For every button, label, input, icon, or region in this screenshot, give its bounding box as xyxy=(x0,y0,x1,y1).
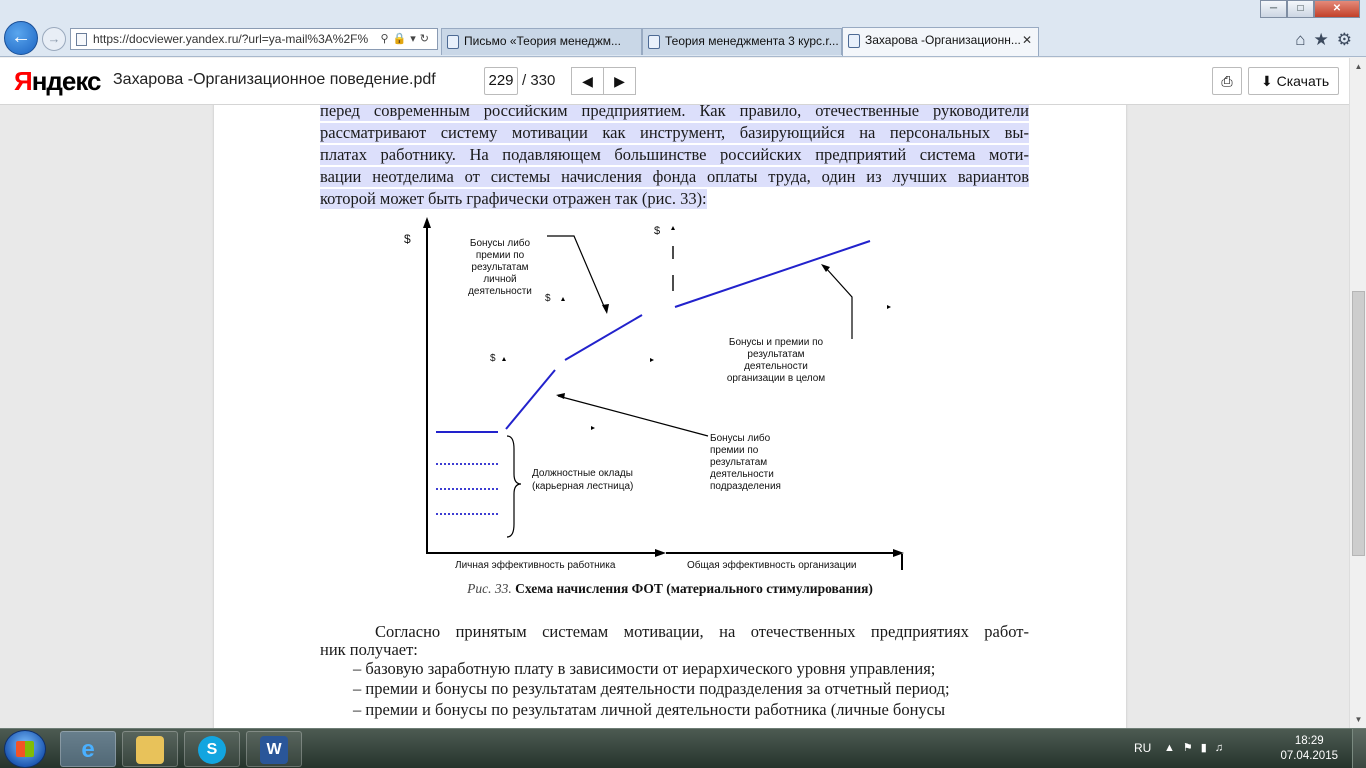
forward-button[interactable] xyxy=(42,27,66,51)
svg-text:результатам: результатам xyxy=(471,262,529,273)
print-button[interactable] xyxy=(1212,67,1242,95)
close-icon[interactable]: ✕ xyxy=(1021,33,1032,47)
svg-text:(карьерная лестница): (карьерная лестница) xyxy=(532,481,634,492)
tab-page-icon xyxy=(447,35,459,49)
marker-triangle xyxy=(502,357,506,361)
logo-first-letter: Я xyxy=(14,66,32,96)
minimize-button[interactable]: ─ xyxy=(1260,0,1287,18)
personal-bonus-line xyxy=(565,315,642,360)
tab-label: Захарова -Организационн... xyxy=(865,33,1021,47)
document-title: Захарова -Организационное поведение.pdf xyxy=(113,71,436,88)
tab-label: Теория менеджмента 3 курс.r... xyxy=(665,34,839,48)
yandex-logo[interactable] xyxy=(14,66,101,97)
pointer-unit xyxy=(558,396,708,436)
currency-mark: $ xyxy=(654,225,661,237)
currency-mark: $ xyxy=(490,353,496,364)
network-icon[interactable]: ▮ xyxy=(1200,742,1215,754)
dropdown-icon[interactable]: ▾ xyxy=(410,33,420,45)
browser-tools xyxy=(1295,30,1360,50)
taskbar-ie[interactable] xyxy=(60,731,116,767)
text-line: ник получает: xyxy=(320,640,418,659)
marker-triangle xyxy=(671,226,675,230)
window-controls xyxy=(1260,0,1360,18)
svg-text:Бонусы либо: Бонусы либо xyxy=(710,433,771,444)
text-line: Согласно принятым системам мотивации, на отечественных предприятиях работ- xyxy=(375,622,1029,641)
scroll-up-icon[interactable]: ▲ xyxy=(1354,62,1363,71)
clock-time: 18:29 xyxy=(1294,735,1324,747)
currency-mark: $ xyxy=(404,232,411,246)
address-bar[interactable] xyxy=(70,28,438,50)
tray-icons[interactable] xyxy=(1164,741,1231,754)
address-url: https://docviewer.yandex.ru/?url=ya-mail%3A%2F% xyxy=(93,32,369,46)
list-item: – базовую заработную плату в зависимости от иерархического уровня управления; xyxy=(353,659,936,678)
window-close-button[interactable]: ✕ xyxy=(1314,0,1360,18)
label-personal-bonus xyxy=(468,237,532,297)
svg-text:деятельности: деятельности xyxy=(468,286,532,297)
download-label: Скачать xyxy=(1276,73,1330,89)
svg-text:Должностные оклады: Должностные оклады xyxy=(532,468,633,479)
svg-text:подразделения: подразделения xyxy=(710,481,781,492)
star-icon[interactable]: ★ xyxy=(1313,30,1337,49)
marker-triangle xyxy=(591,426,595,430)
page-number-input[interactable]: 229 xyxy=(484,67,518,95)
svg-text:результатам: результатам xyxy=(710,457,768,468)
label-unit-bonus xyxy=(710,432,781,492)
y-axis-arrow xyxy=(423,217,431,228)
download-button[interactable] xyxy=(1248,67,1339,95)
tab-page-icon xyxy=(648,35,660,49)
scroll-thumb[interactable] xyxy=(1352,291,1365,556)
axis-label-personal: Личная эффективность работника xyxy=(455,560,616,571)
logo-rest: ндекс xyxy=(31,66,101,96)
skype-icon: S xyxy=(198,736,226,764)
flag-icon[interactable]: ⚑ xyxy=(1182,742,1201,754)
vertical-scrollbar[interactable] xyxy=(1349,58,1366,728)
word-icon: W xyxy=(260,736,288,764)
text-line: вации неотделима от системы начисления фонда оплаты труда, один из лучших вариантов xyxy=(320,167,1029,186)
list-item: – премии и бонусы по результатам деятельности подразделения за отчетный период; xyxy=(353,679,950,698)
fot-diagram xyxy=(214,105,1126,579)
ie-icon: e xyxy=(81,736,95,763)
windows-logo-icon xyxy=(16,741,34,757)
marker-triangle xyxy=(561,297,565,301)
address-tools[interactable] xyxy=(380,29,433,49)
svg-text:деятельности: деятельности xyxy=(744,361,808,372)
start-button[interactable] xyxy=(4,730,46,768)
currency-mark: $ xyxy=(545,293,551,304)
folder-icon xyxy=(136,736,164,764)
volume-icon[interactable]: ♫ xyxy=(1214,742,1232,754)
svg-text:Бонусы либо: Бонусы либо xyxy=(469,238,531,249)
text-line: перед современным российским предприятием. Как правило, отечественные руководители xyxy=(320,105,1029,121)
pointer-org xyxy=(825,267,852,339)
text-line: платах работнику. На подавляющем большинстве российских предприятий система моти- xyxy=(320,145,1029,164)
gear-icon[interactable]: ⚙ xyxy=(1336,30,1360,49)
clock[interactable] xyxy=(1280,734,1338,764)
figure-caption xyxy=(214,581,1126,597)
unit-bonus-line xyxy=(506,370,555,429)
pointer-head xyxy=(602,304,609,314)
viewer-toolbar xyxy=(0,58,1349,105)
scroll-down-icon[interactable]: ▼ xyxy=(1354,715,1363,724)
arrow-left-icon: ← xyxy=(11,26,31,48)
axis-label-org: Общая эффективность организации xyxy=(687,560,857,571)
svg-text:премии по: премии по xyxy=(710,445,759,456)
arrow-right-icon: → xyxy=(47,31,61,46)
x-axis-left-arrow xyxy=(655,549,666,557)
printer-icon: ⎙ xyxy=(1221,73,1233,89)
show-desktop-button[interactable] xyxy=(1352,729,1366,768)
chevron-up-icon[interactable]: ▲ xyxy=(1164,742,1183,754)
browser-chrome xyxy=(0,0,1366,57)
taskbar xyxy=(0,728,1366,768)
label-org-bonus xyxy=(727,337,825,384)
svg-text:организации в целом: организации в целом xyxy=(726,373,826,384)
pdf-page xyxy=(214,105,1126,728)
triangle-left-icon: ◀ xyxy=(582,73,593,89)
svg-text:Бонусы и премии по: Бонусы и премии по xyxy=(728,337,824,348)
prev-page-button[interactable] xyxy=(571,67,604,95)
list-item: – премии и бонусы по результатам личной деятельности работника (личные бонусы xyxy=(353,700,946,719)
caption-text: Схема начисления ФОТ (материального стимулирования) xyxy=(515,581,873,596)
text-line: рассматривают систему мотивации как инструмент, базирующийся на персональных вы- xyxy=(320,123,1029,142)
svg-text:премии по: премии по xyxy=(475,250,525,261)
language-indicator[interactable]: RU xyxy=(1134,741,1152,755)
system-tray xyxy=(1116,729,1366,768)
svg-text:результатам: результатам xyxy=(747,349,805,360)
svg-text:личной: личной xyxy=(483,274,517,285)
marker-triangle xyxy=(650,358,654,362)
tab-theory[interactable] xyxy=(642,28,842,55)
next-page-button[interactable] xyxy=(603,67,636,95)
tab-zakharova[interactable] xyxy=(842,27,1039,56)
triangle-right-icon: ▶ xyxy=(614,73,625,89)
search-icon[interactable]: ⚲ xyxy=(380,33,393,45)
document-viewer[interactable] xyxy=(0,105,1349,728)
taskbar-word[interactable] xyxy=(246,731,302,767)
page-icon xyxy=(76,33,87,46)
tab-label: Письмо «Теория менеджм... xyxy=(464,34,621,48)
clock-date: 07.04.2015 xyxy=(1280,750,1338,762)
salary-brace xyxy=(507,436,521,537)
back-button[interactable] xyxy=(4,21,38,55)
taskbar-explorer[interactable] xyxy=(122,731,178,767)
marker-triangle xyxy=(887,305,891,309)
home-icon[interactable]: ⌂ xyxy=(1295,30,1314,49)
text-line: которой может быть графически отражен так (рис. 33): xyxy=(320,189,707,208)
pointer-personal xyxy=(547,236,606,311)
lock-icon: 🔒 xyxy=(392,33,411,45)
refresh-icon[interactable]: ↻ xyxy=(419,33,433,45)
maximize-button[interactable]: □ xyxy=(1287,0,1314,18)
label-salary xyxy=(532,468,633,492)
download-icon: ⬇ xyxy=(1261,73,1273,89)
taskbar-skype[interactable] xyxy=(184,731,240,767)
svg-text:деятельности: деятельности xyxy=(710,469,774,480)
pointer-head xyxy=(556,393,565,399)
tab-mail[interactable] xyxy=(441,28,642,55)
page-total: / 330 xyxy=(522,72,556,89)
caption-number: Рис. 33. xyxy=(467,581,512,596)
org-bonus-line xyxy=(675,241,870,307)
tab-page-icon xyxy=(848,34,860,48)
